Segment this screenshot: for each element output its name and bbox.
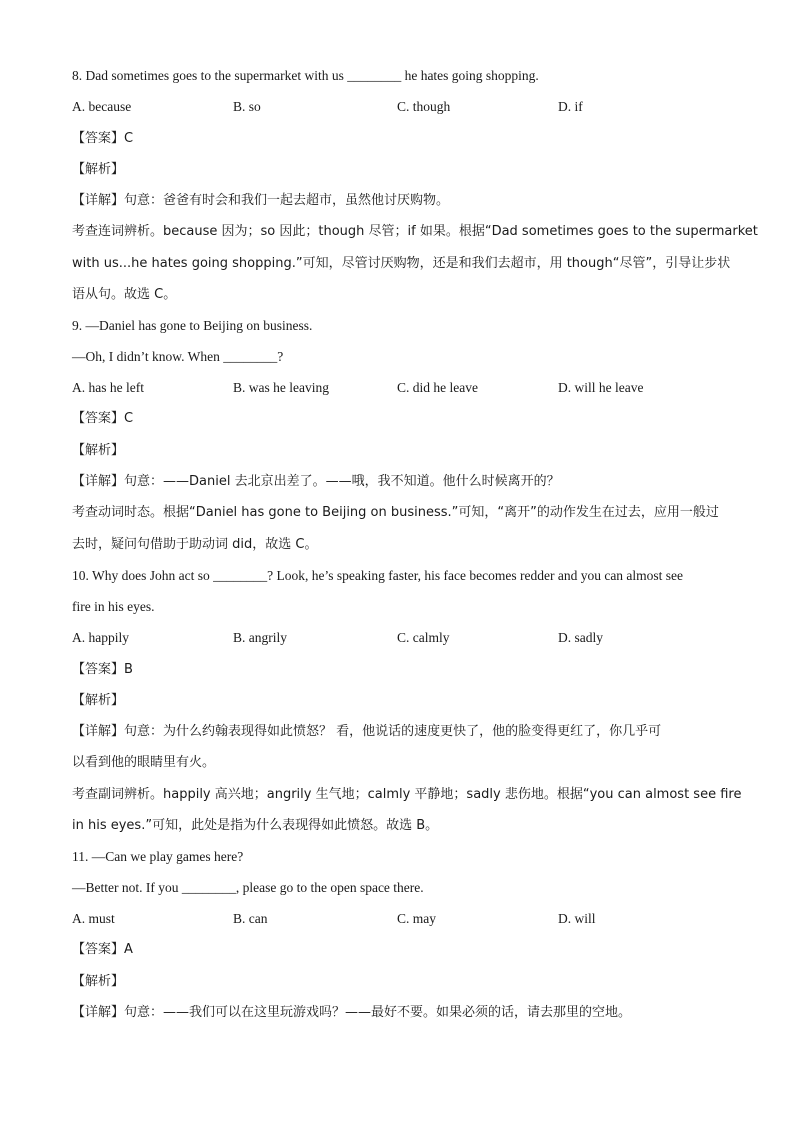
question-11-answer: 【答案】A <box>72 942 133 957</box>
question-10-detail-line: 以看到他的眼睛里有火。 <box>72 755 216 770</box>
question-9-detail-line: 考查动词时态。根据“Daniel has gone to Beijing on business.”可知，“离开”的动作发生在过去，应用一般过 <box>72 505 719 520</box>
question-11-option-c: C. may <box>397 911 436 926</box>
question-9-stem: —Oh, I didn’t know. When ________? <box>72 349 284 364</box>
question-9-option-d: D. will he leave <box>558 380 644 395</box>
question-11-stem: 11. —Can we play games here? <box>72 849 244 864</box>
question-11-detail-line: 【详解】句意：——我们可以在这里玩游戏吗？——最好不要。如果必须的话，请去那里的空地。 <box>72 1005 632 1020</box>
question-10-option-d: D. sadly <box>558 630 603 645</box>
question-10-stem: 10. Why does John act so ________? Look, he’s speaking faster, his face becomes redder and you can almost see <box>72 568 684 583</box>
question-10-answer: 【答案】B <box>72 662 133 677</box>
question-8-option-c: C. though <box>397 99 451 114</box>
question-8-stem: 8. Dad sometimes goes to the supermarket with us ________ he hates going shopping. <box>72 68 539 83</box>
question-11-option-a: A. must <box>72 911 115 926</box>
question-10-detail-line: 【详解】句意：为什么约翰表现得如此愤怒？ 看，他说话的速度更快了，他的脸变得更红了，你几乎可 <box>72 724 662 739</box>
question-10-analysis-heading: 【解析】 <box>72 693 125 708</box>
question-9-answer: 【答案】C <box>72 411 134 426</box>
question-8-option-b: B. so <box>233 99 261 114</box>
question-8-detail-line: 语从句。故选 C。 <box>72 287 177 302</box>
question-8-option-a: A. because <box>72 99 132 114</box>
question-8-option-d: D. if <box>558 99 583 114</box>
question-11-option-d: D. will <box>558 911 596 926</box>
question-10-detail-line: 考查副词辨析。happily 高兴地；angrily 生气地；calmly 平静地；sadly 悲伤地。根据“you can almost see fire <box>72 787 742 802</box>
question-9-detail-line: 去时，疑问句借助于助动词 did，故选 C。 <box>72 537 318 552</box>
question-9-option-c: C. did he leave <box>397 380 478 395</box>
question-10-detail-line: in his eyes.”可知，此处是指为什么表现得如此愤怒。故选 B。 <box>72 818 439 833</box>
question-8-detail-line: 【详解】句意：爸爸有时会和我们一起去超市，虽然他讨厌购物。 <box>72 193 450 208</box>
question-11-analysis-heading: 【解析】 <box>72 974 125 989</box>
question-8-detail-line: with us...he hates going shopping.”可知，尽管讨厌购物，还是和我们去超市，用 though“尽管”，引导让步状 <box>72 256 731 271</box>
question-10-option-b: B. angrily <box>233 630 287 645</box>
question-10-option-c: C. calmly <box>397 630 450 645</box>
question-8-detail-line: 考查连词辨析。because 因为；so 因此；though 尽管；if 如果。根据“Dad sometimes goes to the supermarket <box>72 224 758 239</box>
question-9-option-a: A. has he left <box>72 380 144 395</box>
question-10-option-a: A. happily <box>72 630 129 645</box>
question-11-stem: —Better not. If you ________, please go to the open space there. <box>72 880 424 895</box>
question-9-stem: 9. —Daniel has gone to Beijing on business. <box>72 318 313 333</box>
question-9-analysis-heading: 【解析】 <box>72 443 125 458</box>
question-9-detail-line: 【详解】句意：——Daniel 去北京出差了。——哦，我不知道。他什么时候离开的？ <box>72 474 560 489</box>
question-8-answer: 【答案】C <box>72 131 134 146</box>
question-9-option-b: B. was he leaving <box>233 380 329 395</box>
question-8-analysis-heading: 【解析】 <box>72 162 125 177</box>
question-11-option-b: B. can <box>233 911 268 926</box>
question-10-stem: fire in his eyes. <box>72 599 155 614</box>
